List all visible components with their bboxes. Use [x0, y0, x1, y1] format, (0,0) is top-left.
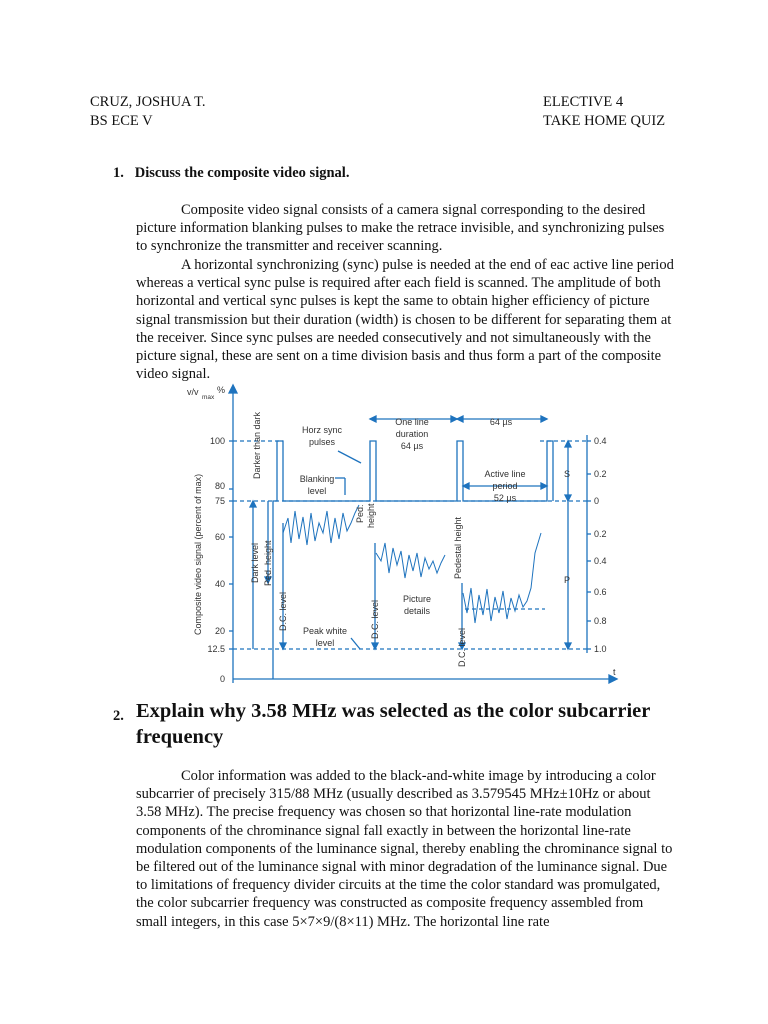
duration-64-label: 64 µs — [489, 417, 513, 427]
left-tick-12-5: 12.5 — [207, 644, 225, 654]
question-2-title: Explain why 3.58 MHz was selected as the color subcarrier frequency — [136, 700, 650, 748]
ped-height-label: height — [366, 503, 376, 528]
blanking-label-line-1: Blanking — [299, 474, 335, 484]
horz-sync-label-line-1: Horz sync — [301, 425, 343, 435]
question-1-paragraph-1: Composite video signal consists of a camera signal corresponding to the desired picture information blanking pulses to make the retrace invisible, and synchronizing pulses to synchronize the transmitter and receiver scanning. — [136, 202, 665, 255]
question-2-paragraph: Color information was added to the black-and-white image by introducing a color subcarrier of precisely 315/88 MHz (usually described as 3.579545 MHz±10Hz or about 3.58 MHz). The precise frequency was chosen so that horizontal line-rate modulation components of the chrominance signal fall exactly in between the horizontal line-rate modulation components of the luminance signal, thereby enabling the chrominance signal to be filtered out of the luminance signal with minor degradation of the luminance signal. Due to limitations of frequency divider circuits at the time the color standard was promulgated, the color subcarrier frequency was constructed as composite frequency assembled from small integers, in this case 5×7×9/(8×11) MHz. The horizontal line rate — [136, 768, 673, 930]
ped-height-label-left: Ped. height — [263, 540, 273, 586]
y-axis-title: Composite video signal (percent of max) — [193, 473, 203, 635]
course-name: ELECTIVE 4 — [543, 94, 624, 110]
active-line-label-line-3: 52 µs — [493, 493, 517, 503]
picture-details-label-line-1: Picture — [402, 594, 432, 604]
one-line-label-line-2: duration — [395, 429, 429, 439]
left-tick-0: 0 — [219, 674, 225, 684]
assignment-title: TAKE HOME QUIZ — [543, 113, 666, 129]
y-axis-top-label: v/v — [187, 387, 199, 397]
one-line-label-line-3: 64 µs — [400, 441, 424, 451]
blanking-label-line-2: level — [307, 486, 327, 496]
pedestal-height-label: Pedestal height — [453, 516, 463, 579]
left-tick-40: 40 — [214, 579, 225, 589]
right-tick-0-2-top: 0.2 — [594, 469, 607, 479]
left-tick-75: 75 — [214, 496, 225, 506]
student-name: CRUZ, JOSHUA T. — [90, 94, 206, 110]
y-axis-top-percent: % — [217, 385, 226, 395]
right-tick-0-2: 0.2 — [594, 529, 607, 539]
dc-level-label-1: D.C. level — [278, 591, 288, 631]
peak-white-label-line-1: Peak white — [302, 626, 348, 636]
active-line-label-line-1: Active line — [484, 469, 526, 479]
dark-level-label: Dark level — [250, 542, 260, 583]
peak-white-label-line-2: level — [315, 638, 335, 648]
right-tick-0-4: 0.4 — [594, 556, 607, 566]
s-label: S — [564, 469, 571, 479]
left-tick-100: 100 — [209, 436, 225, 446]
question-1-heading — [113, 165, 349, 182]
question-2-number: 2. — [113, 708, 124, 724]
right-tick-0-4-top: 0.4 — [594, 436, 607, 446]
dc-level-label-3: D.C. level — [457, 627, 467, 667]
question-1-paragraph-2: A horizontal synchronizing (sync) pulse is needed at the end of eac active line period whereas a vertical sync pulse is required after each field is scanned. The amplitude of both horizontal and vertical sync pulses is kept the same to obtain higher efficiency of picture signal transmission but their duration (width) is chosen to be different for separating them at the receiver. Since sync pulses are needed consecutively and not simultaneously with the picture signal, these are sent on a time division basis and thus form a part of the composite video signal. — [136, 257, 674, 383]
student-program: BS ECE V — [90, 113, 153, 129]
question-1-number: 1. — [113, 165, 124, 181]
question-1-title: Discuss the composite video signal. — [134, 165, 350, 181]
dc-level-label-2: D.C. level — [370, 599, 380, 639]
p-label: P — [564, 575, 571, 585]
x-axis-label: t — [613, 667, 616, 677]
left-tick-20: 20 — [214, 626, 225, 636]
composite-video-signal-figure — [185, 383, 625, 693]
right-tick-0: 0 — [594, 496, 600, 506]
active-line-label-line-2: period — [492, 481, 518, 491]
left-tick-60: 60 — [214, 532, 225, 542]
right-tick-1-0: 1.0 — [594, 644, 607, 654]
right-tick-0-8: 0.8 — [594, 616, 607, 626]
horz-sync-label-line-2: pulses — [308, 437, 336, 447]
ped-label: Ped. — [355, 504, 365, 523]
left-tick-80: 80 — [214, 481, 225, 491]
one-line-label-line-1: One line — [395, 417, 429, 427]
darker-than-dark-label: Darker than dark — [252, 411, 262, 479]
right-tick-0-6: 0.6 — [594, 587, 607, 597]
picture-details-label-line-2: details — [403, 606, 431, 616]
y-axis-top-subscript: max — [202, 394, 215, 401]
